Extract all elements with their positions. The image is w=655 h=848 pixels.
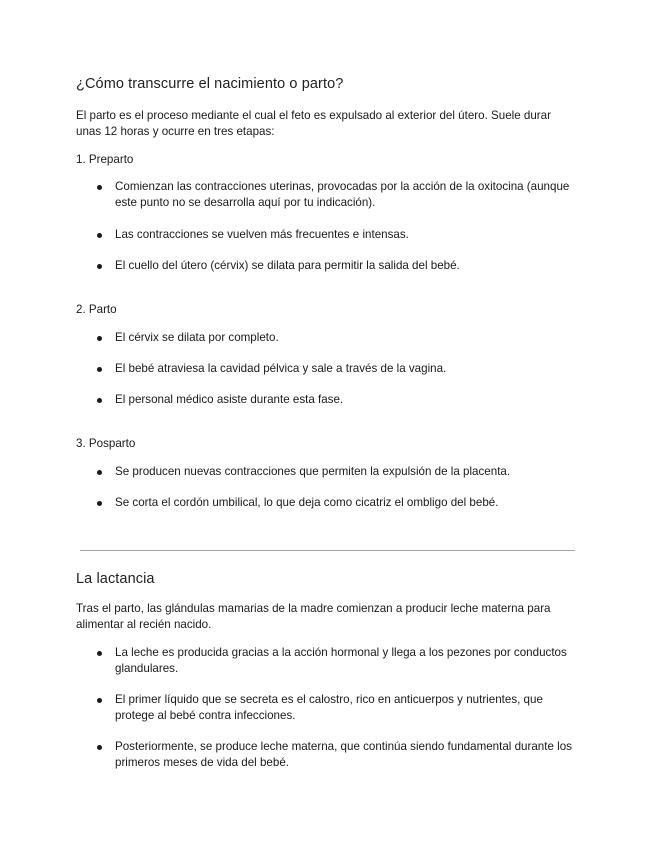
section-divider	[80, 550, 575, 551]
stage-label-preparto: 1. Preparto	[76, 153, 134, 166]
bullet-icon	[97, 233, 102, 238]
list-item-text: La leche es producida gracias a la acción hormonal y llega a los pezones por conductos glandulares.	[115, 646, 567, 675]
bullet-icon	[97, 367, 102, 372]
bullet-icon	[97, 745, 102, 750]
list-item	[97, 258, 579, 274]
list-item-text: El bebé atraviesa la cavidad pélvica y sale a través de la vagina.	[115, 362, 447, 375]
list-item	[97, 464, 579, 480]
section-title-lactation: La lactancia	[76, 571, 155, 587]
list-item	[97, 645, 579, 677]
list-item-text: El cérvix se dilata por completo.	[115, 331, 279, 344]
bullet-icon	[97, 651, 102, 656]
bullet-icon	[97, 264, 102, 269]
section-title-birth: ¿Cómo transcurre el nacimiento o parto?	[76, 76, 344, 92]
stage-label-posparto: 3. Posparto	[76, 437, 136, 450]
list-item-text: Se corta el cordón umbilical, lo que deja como cicatriz el ombligo del bebé.	[115, 496, 499, 509]
list-item-text: El primer líquido que se secreta es el calostro, rico en anticuerpos y nutrientes, que protege al bebé contra infecciones.	[115, 693, 543, 722]
list-item	[97, 692, 579, 724]
list-item-text: Posteriormente, se produce leche materna, que continúa siendo fundamental durante los primeros meses de vida del bebé.	[115, 740, 572, 769]
intro-paragraph-lactation: Tras el parto, las glándulas mamarias de la madre comienzan a producir leche materna para alimentar al recién nacido.	[76, 602, 551, 631]
list-item	[97, 495, 579, 511]
list-item	[97, 179, 579, 211]
bullet-icon	[97, 470, 102, 475]
list-item	[97, 392, 579, 408]
intro-paragraph-birth: El parto es el proceso mediante el cual el feto es expulsado al exterior del útero. Suele durar unas 12 horas y ocurre en tres etapas:	[76, 109, 551, 138]
list-item-text: El personal médico asiste durante esta fase.	[115, 393, 344, 406]
stage-label-parto: 2. Parto	[76, 303, 117, 316]
bullet-icon	[97, 398, 102, 403]
list-item	[97, 227, 579, 243]
list-item	[97, 361, 579, 377]
list-item	[97, 739, 579, 771]
bullet-icon	[97, 698, 102, 703]
list-item-text: El cuello del útero (cérvix) se dilata para permitir la salida del bebé.	[115, 259, 460, 272]
list-item	[97, 330, 579, 346]
list-item-text: Las contracciones se vuelven más frecuentes e intensas.	[115, 228, 409, 241]
bullet-icon	[97, 185, 102, 190]
bullet-icon	[97, 336, 102, 341]
list-item-text: Se producen nuevas contracciones que permiten la expulsión de la placenta.	[115, 465, 511, 478]
list-item-text: Comienzan las contracciones uterinas, provocadas por la acción de la oxitocina (aunque este punto no se desarrolla aquí por tu indicación).	[115, 180, 570, 209]
bullet-icon	[97, 501, 102, 506]
